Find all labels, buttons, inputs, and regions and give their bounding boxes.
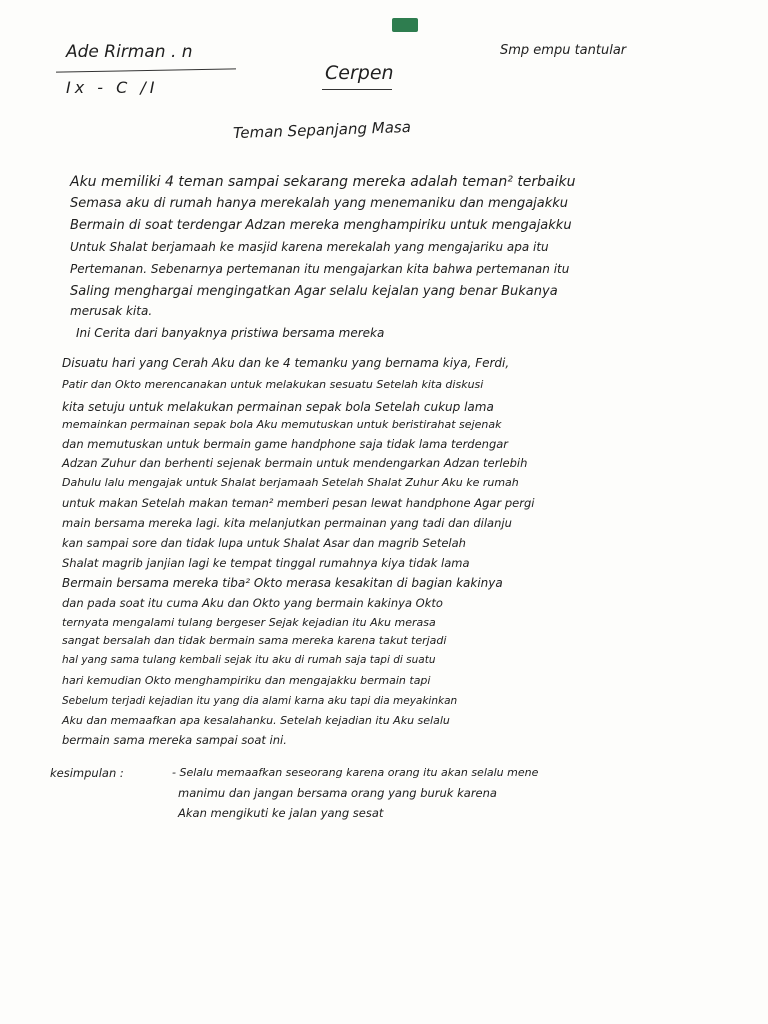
p2-line-2: Patir dan Okto merencanakan untuk melakukan sesuatu Setelah kita diskusi — [62, 378, 484, 391]
p2-line-11: Shalat magrib janjian lagi ke tempat tinggal rumahnya kiya tidak lama — [62, 556, 470, 570]
p2-line-9: main bersama mereka lagi. kita melanjutkan permainan yang tadi dan dilanju — [62, 516, 512, 530]
genre-heading: Cerpen — [325, 62, 394, 84]
p2-line-5: dan memutuskan untuk bermain game handphone saja tidak lama terdengar — [62, 437, 509, 451]
binder-tab — [392, 18, 418, 32]
p2-line-14: ternyata mengalami tulang bergeser Sejak kejadian itu Aku merasa — [62, 616, 436, 629]
story-title: Teman Sepanjang Masa — [232, 117, 412, 143]
name-underline — [56, 68, 236, 72]
p1-line-4: Untuk Shalat berjamaah ke masjid karena merekalah yang mengajariku apa itu — [70, 240, 549, 254]
p2-line-15: sangat bersalah dan tidak bermain sama mereka karena takut terjadi — [62, 634, 447, 647]
p2-line-3: kita setuju untuk melakukan permainan sepak bola Setelah cukup lama — [62, 400, 494, 414]
p1-line-5: Pertemanan. Sebenarnya pertemanan itu mengajarkan kita bahwa pertemanan itu — [70, 262, 570, 276]
conclusion-label: kesimpulan : — [50, 766, 124, 780]
p2-line-18: Sebelum terjadi kejadian itu yang dia alami karna aku tapi dia meyakinkan — [62, 695, 458, 707]
p1-line-7: merusak kita. — [70, 304, 153, 318]
author-name: Ade Rirman . n — [66, 42, 193, 62]
p1-line-6: Saling menghargai mengingatkan Agar selalu kejalan yang benar Bukanya — [70, 284, 558, 299]
p2-line-7: Dahulu lalu mengajak untuk Shalat berjamaah Setelah Shalat Zuhur Aku ke rumah — [62, 476, 519, 489]
p2-line-8: untuk makan Setelah makan teman² memberi pesan lewat handphone Agar pergi — [62, 496, 535, 510]
p2-line-17: hari kemudian Okto menghampiriku dan mengajakku bermain tapi — [62, 674, 431, 687]
p1-line-2: Semasa aku di rumah hanya merekalah yang menemaniku dan mengajakku — [70, 196, 569, 211]
p2-line-4: memainkan permainan sepak bola Aku memutuskan untuk beristirahat sejenak — [62, 418, 502, 431]
p2-line-1: Disuatu hari yang Cerah Aku dan ke 4 temanku yang bernama kiya, Ferdi, — [62, 356, 510, 370]
p2-line-16: hal yang sama tulang kembali sejak itu aku di rumah saja tapi di suatu — [62, 654, 436, 666]
conclusion-line-2: manimu dan jangan bersama orang yang buruk karena — [178, 786, 497, 800]
p2-line-19: Aku dan memaafkan apa kesalahanku. Setelah kejadian itu Aku selalu — [62, 714, 450, 727]
conclusion-line-1: - Selalu memaafkan seseorang karena orang itu akan selalu mene — [172, 766, 539, 779]
p2-line-10: kan sampai sore dan tidak lupa untuk Shalat Asar dan magrib Setelah — [62, 536, 466, 550]
p1-line-1: Aku memiliki 4 teman sampai sekarang mereka adalah teman² terbaiku — [70, 174, 576, 190]
p2-line-20: bermain sama mereka sampai soat ini. — [62, 733, 287, 747]
p1-line-3: Bermain di soat terdengar Adzan mereka menghampiriku untuk mengajakku — [70, 218, 572, 233]
intro-line: Ini Cerita dari banyaknya pristiwa bersama mereka — [76, 326, 385, 340]
class-label: Ix - C /I — [66, 78, 159, 97]
genre-underline — [322, 89, 392, 90]
conclusion-line-3: Akan mengikuti ke jalan yang sesat — [178, 806, 384, 820]
p2-line-13: dan pada soat itu cuma Aku dan Okto yang bermain kakinya Okto — [62, 596, 443, 610]
p2-line-12: Bermain bersama mereka tiba² Okto merasa kesakitan di bagian kakinya — [62, 576, 503, 590]
p2-line-6: Adzan Zuhur dan berhenti sejenak bermain untuk mendengarkan Adzan terlebih — [62, 456, 528, 470]
school-name: Smp empu tantular — [500, 43, 627, 58]
